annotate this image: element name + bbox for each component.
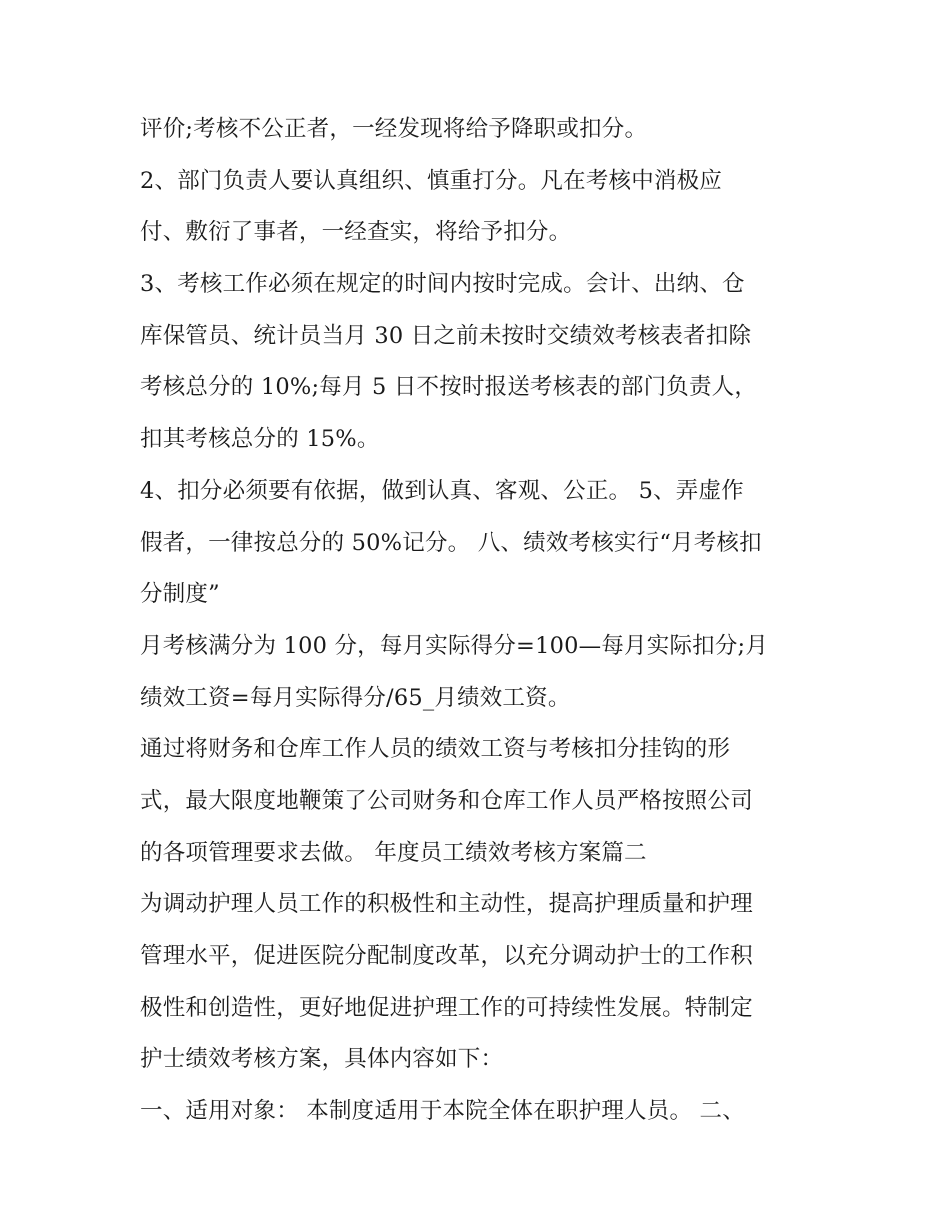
- text-line: 一、适用对象： 本制度适用于本院全体在职护理人员。 二、: [140, 1098, 745, 1125]
- text-line: 月考核满分为 100 分，每月实际得分=100—每月实际扣分;月: [140, 632, 769, 659]
- text-line: 的各项管理要求去做。 年度员工绩效考核方案篇二: [140, 839, 647, 866]
- text-line: 2、部门负责人要认真组织、慎重打分。凡在考核中消极应: [140, 167, 723, 194]
- text-line: 假者，一律按总分的 50%记分。 八、绩效考核实行“月考核扣: [140, 529, 762, 556]
- text-line: 评价;考核不公正者，一经发现将给予降职或扣分。: [140, 116, 648, 142]
- text-line: 管理水平，促进医院分配制度改革，以充分调动护士的工作积: [140, 943, 753, 969]
- body-text: [140, 104, 830, 1138]
- text-line: 式，最大限度地鞭策了公司财务和仓库工作人员严格按照公司: [140, 787, 753, 814]
- text-line: 扣其考核总分的 15%。: [140, 426, 380, 453]
- text-line: 为调动护理人员工作的积极性和主动性，提高护理质量和护理: [140, 891, 753, 918]
- text-line: 极性和创造性，更好地促进护理工作的可持续性发展。特制定: [140, 994, 753, 1021]
- text-line: 4、扣分必须要有依据，做到认真、客观、公正。 5、弄虚作: [140, 477, 744, 504]
- text-line: 3、考核工作必须在规定的时间内按时完成。会计、出纳、仓: [140, 271, 745, 298]
- text-line: 通过将财务和仓库工作人员的绩效工资与考核扣分挂钩的形: [140, 736, 731, 763]
- text-line: 库保管员、统计员当月 30 日之前未按时交绩效考核表者扣除: [140, 322, 752, 349]
- text-line: 分制度”: [140, 581, 220, 608]
- text-line: 绩效工资=每月实际得分/65_月绩效工资。: [140, 684, 571, 711]
- text-line: 付、敷衍了事者，一经查实，将给予扣分。: [140, 219, 572, 246]
- text-line: 护士绩效考核方案，具体内容如下：: [140, 1046, 504, 1073]
- text-line: 考核总分的 10%;每月 5 日不按时报送考核表的部门负责人，: [140, 374, 758, 401]
